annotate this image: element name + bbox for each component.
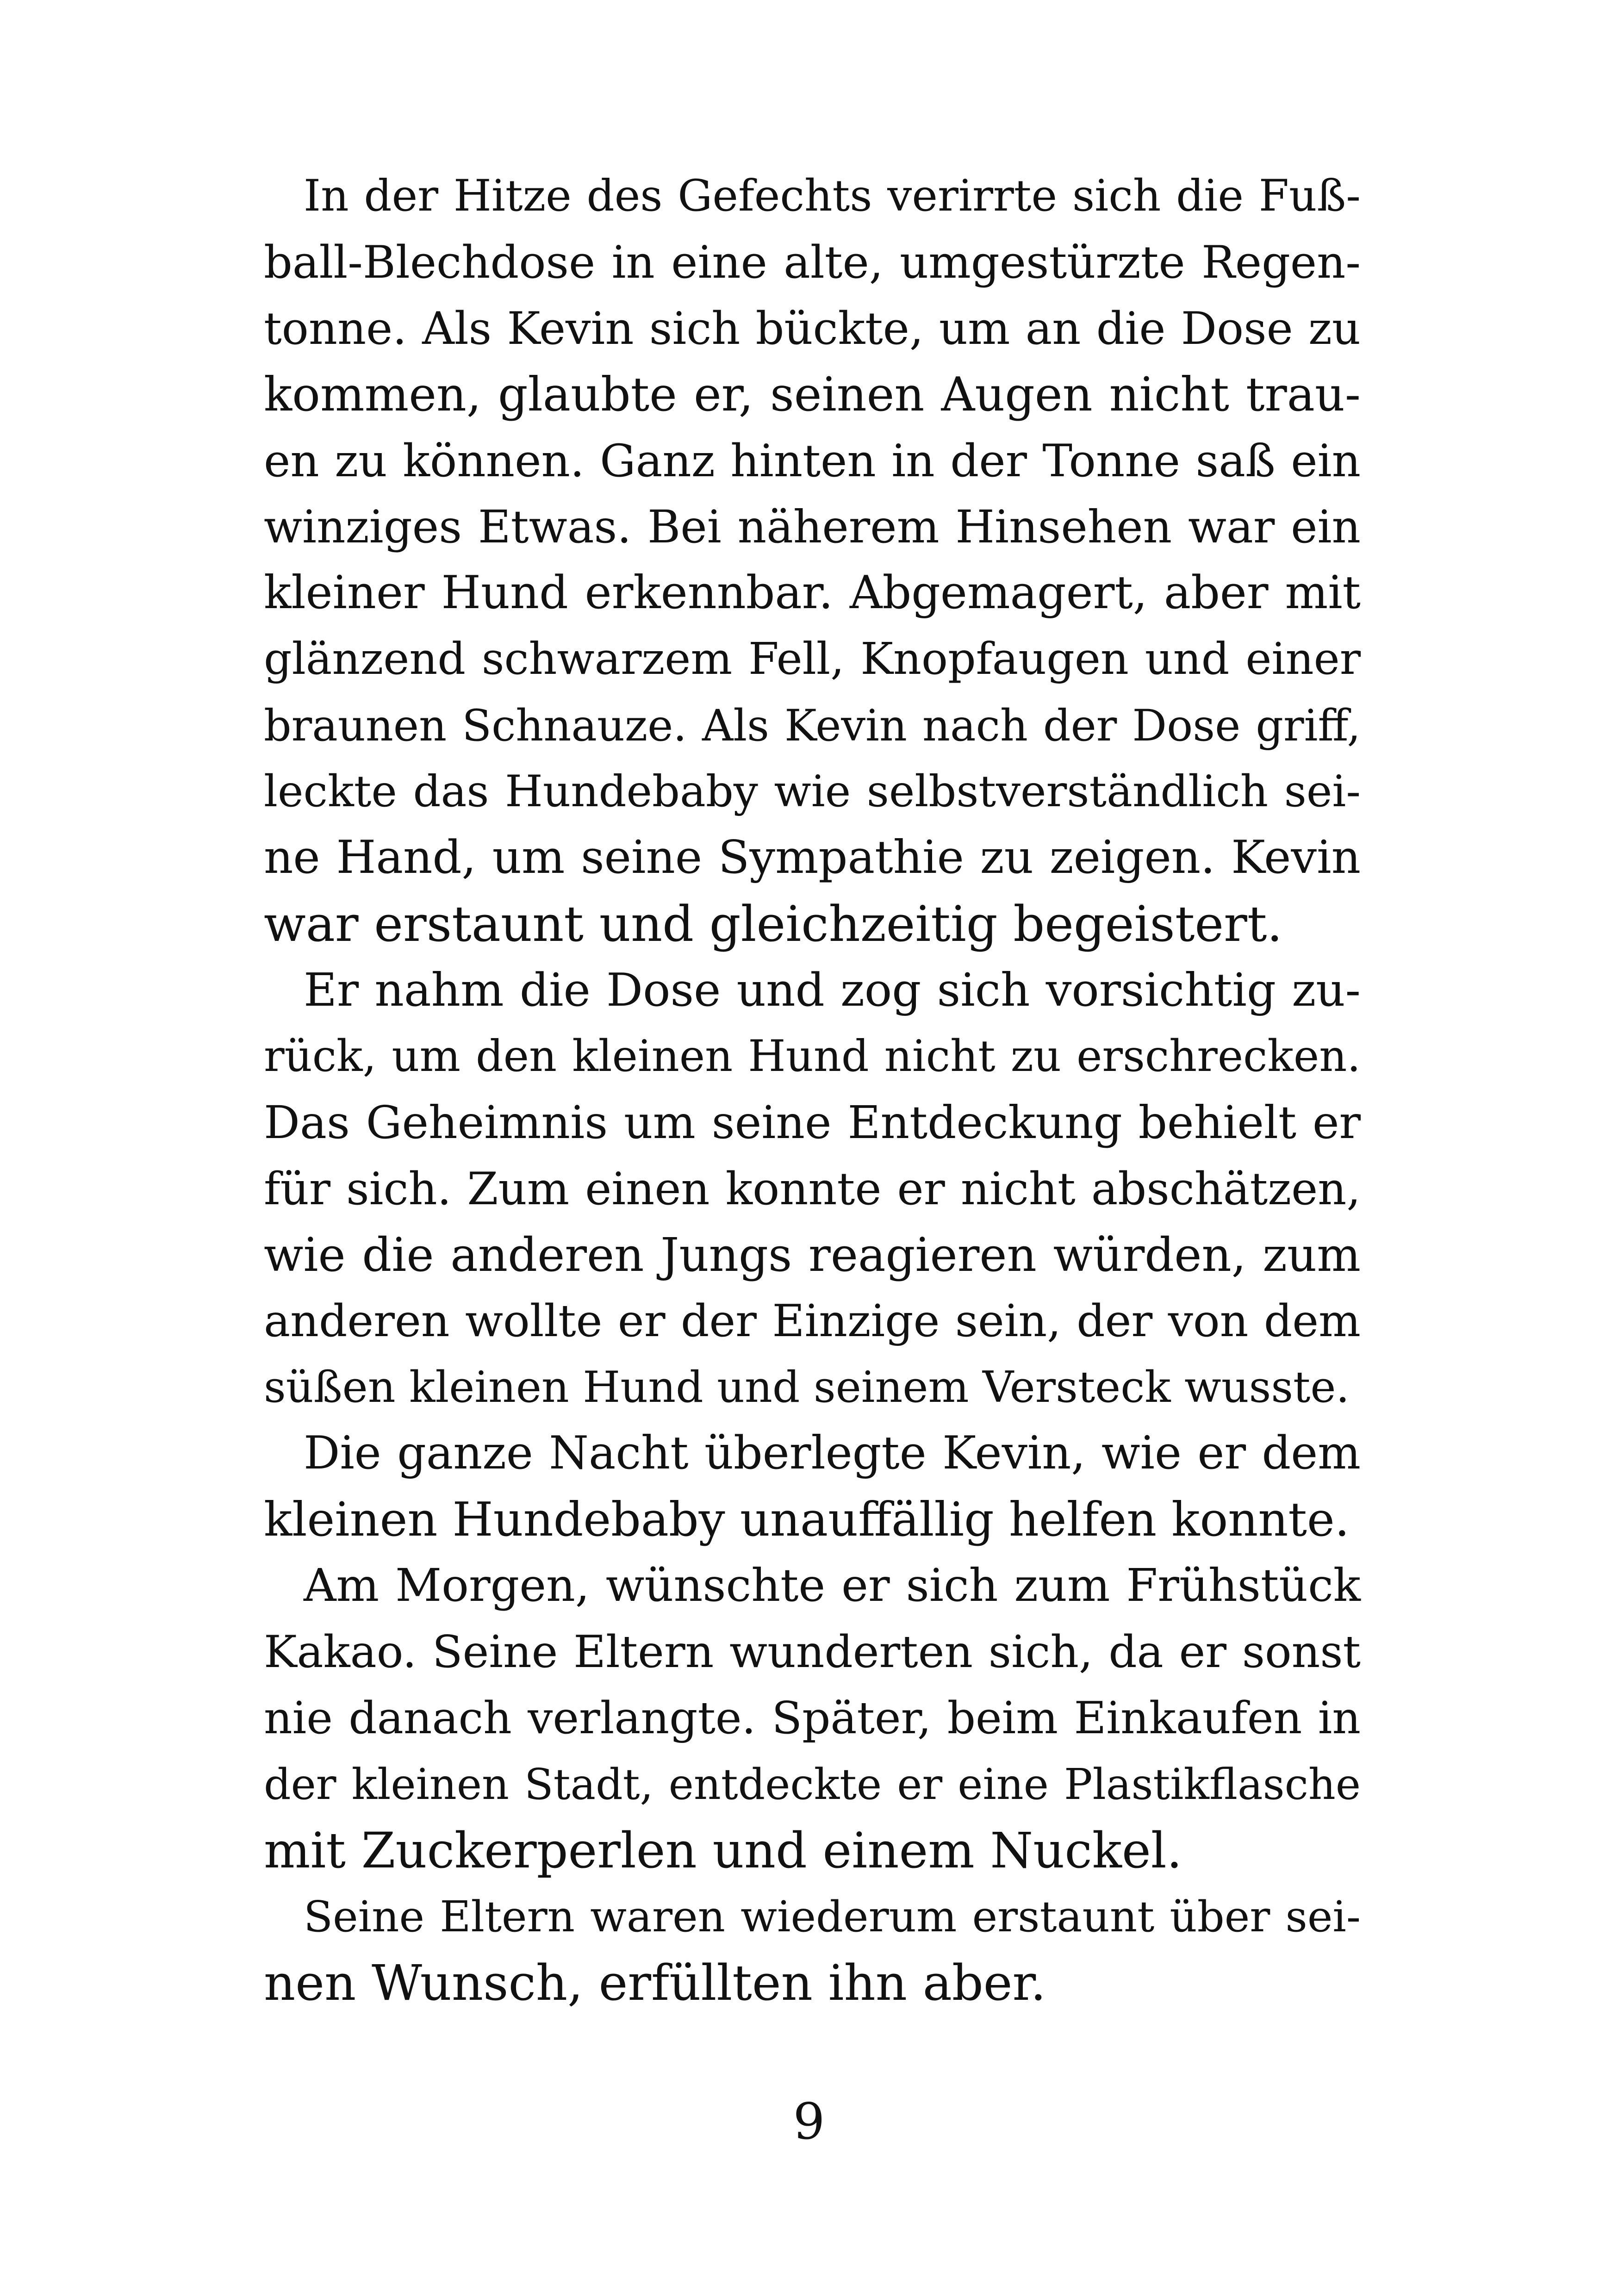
text-line: nen Wunsch, erfüllten ihn aber. bbox=[264, 1954, 1046, 2011]
text-line: tonne. Als Kevin sich bückte, um an die Dose zu bbox=[264, 302, 1361, 355]
text-line: Kakao. Seine Eltern wunderten sich, da er sonst bbox=[264, 1626, 1361, 1678]
text-line: nie danach verlangte. Später, beim Einkaufen in bbox=[264, 1692, 1361, 1744]
text-line: Seine Eltern waren wiederum erstaunt über sei- bbox=[304, 1892, 1361, 1941]
text-line: Er nahm die Dose und zog sich vorsichtig zu- bbox=[304, 964, 1361, 1017]
text-line: der kleinen Stadt, entdeckte er eine Plastikflasche bbox=[264, 1760, 1361, 1809]
text-line: ne Hand, um seine Sympathie zu zeigen. Kevin bbox=[264, 831, 1361, 884]
text-line: kleinen Hundebaby unauffällig helfen konnte. bbox=[264, 1492, 1350, 1547]
page-number: 9 bbox=[793, 2093, 825, 2151]
text-line: kommen, glaubte er, seinen Augen nicht trau- bbox=[264, 367, 1361, 422]
text-line: Die ganze Nacht überlegte Kevin, wie er dem bbox=[304, 1427, 1361, 1480]
body-text bbox=[264, 163, 1361, 2016]
text-line: mit Zuckerperlen und einem Nuckel. bbox=[264, 1822, 1182, 1879]
text-line: leckte das Hundebaby wie selbstverständlich sei- bbox=[264, 766, 1361, 817]
text-line: winziges Etwas. Bei näherem Hinsehen war ein bbox=[264, 501, 1361, 553]
text-line: Das Geheimnis um seine Entdeckung behielt er bbox=[264, 1096, 1361, 1149]
text-line: wie die anderen Jungs reagieren würden, zum bbox=[264, 1228, 1361, 1282]
text-line: für sich. Zum einen konnte er nicht abschätzen, bbox=[264, 1163, 1361, 1215]
text-line: Am Morgen, wünschte er sich zum Frühstück bbox=[304, 1559, 1361, 1612]
text-line: rück, um den kleinen Hund nicht zu erschrecken. bbox=[264, 1031, 1361, 1082]
text-line: süßen kleinen Hund und seinem Versteck wusste. bbox=[264, 1362, 1350, 1412]
text-line: anderen wollte er der Einzige sein, der von dem bbox=[264, 1295, 1361, 1347]
text-line: glänzend schwarzem Fell, Knopfaugen und einer bbox=[264, 634, 1361, 684]
text-line: en zu können. Ganz hinten in der Tonne saß ein bbox=[264, 435, 1361, 487]
text-line: braunen Schnauze. Als Kevin nach der Dose griff, bbox=[264, 700, 1361, 751]
text-line: war erstaunt und gleichzeitig begeistert. bbox=[264, 896, 1283, 952]
text-line: kleiner Hund erkennbar. Abgemagert, aber mit bbox=[264, 566, 1361, 619]
text-line: ball-Blechdose in eine alte, umgestürzte Regen- bbox=[264, 236, 1361, 288]
text-line: In der Hitze des Gefechts verirrte sich die Fuß- bbox=[304, 171, 1361, 221]
